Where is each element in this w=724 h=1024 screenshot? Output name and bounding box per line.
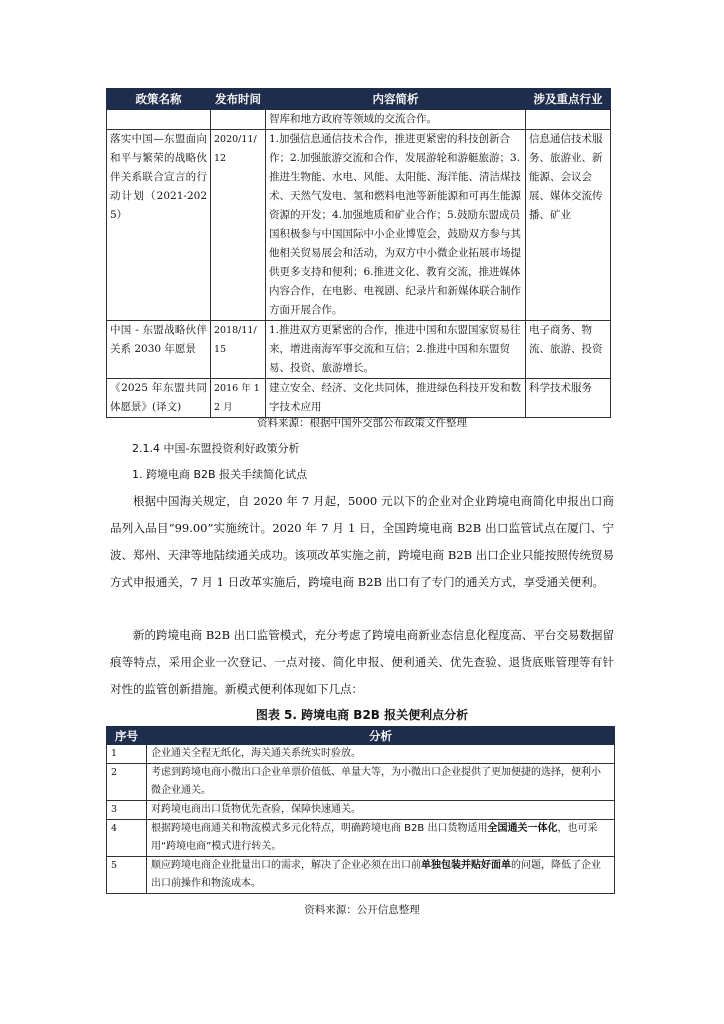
analysis-cell [147,801,615,820]
policy-content-cell: 建立安全、经济、文化共同体，推进绿色科技开发和数字技术应用 [266,379,526,418]
b2b-convenience-table [106,726,615,894]
policy-industry-cell: 电子商务、物流、旅游、投资 [526,321,611,379]
table-row [107,379,611,418]
policy-content-cell: 智库和地方政府等领域的交流合作。 [266,110,526,130]
paragraph-1: 根据中国海关规定，自 2020 年 7 月起，5000 元以下的企业对企业跨境电商简化申报出口商品列入品目“99.00”实施统计。2020 年 7 月 1 日，全国跨境电商 B2B 出口监管试点在厦门、宁波、郑州、天津等地陆续通关成功。该项改革实施之前，跨境电商 B2B 出口企业只能按照传统贸易方式申报通关，7 月 1 日改革实施后，跨境电商 B2B 出口有了专门的通关方式，享受通关便利。 [110,494,614,589]
table-row [107,321,611,379]
header-industry: 涉及重点行业 [526,89,611,110]
header-analysis: 分析 [147,727,615,745]
analysis-text-tail: ，也可采用“跨境电商”模式进行转关。 [151,823,598,852]
policy-date-cell [211,110,266,130]
analysis-text: 考虑到跨境电商小微出口企业单票价值低、单量大等，为小微出口企业提供了更加便捷的选择，便利小微企业通关。 [151,767,601,796]
table-row [107,745,615,764]
analysis-text: 对跨境电商出口货物优先查验，保障快速通关。 [151,804,361,815]
section-heading: 2.1.4 中国-东盟投资利好政策分析 [132,442,300,455]
row-index: 2 [107,764,147,801]
table1-source: 资料来源：根据中国外交部公布政策文件整理 [257,417,467,429]
header-content: 内容简析 [266,89,526,110]
analysis-text: 企业通关全程无纸化，海关通关系统实时验放。 [151,748,361,759]
table-row [107,820,615,857]
header-index: 序号 [107,727,147,745]
table-row [107,130,611,321]
header-publish-date: 发布时间 [211,89,266,110]
policy-date-cell: 2020/11/12 [211,130,266,321]
policy-content-cell: 1.加强信息通信技术合作，推进更紧密的科技创新合作；2.加强旅游交流和合作，发展游轮和游艇旅游；3.推进生物能、水电、风能、太阳能、海洋能、清洁煤技术、天然气发电、氢和燃料电池等新能源和可再生能源资源的开发；4.加强地质和矿业合作；5.鼓励东盟成员国积极参与中国国际中小企业博览会，鼓励双方参与其他相关贸易展会和活动，为双方中小微企业拓展市场提供更多支持和便利；6.推进文化、教育交流，推进媒体内容合作，在电影、电视剧、纪录片和新媒体联合制作方面开展合作。 [266,130,526,321]
row-index: 5 [107,857,147,894]
table-row [107,110,611,130]
row-index: 1 [107,745,147,764]
analysis-text-tail: 的问题，降低了企业出口前操作和物流成本。 [151,860,601,889]
policy-content-cell: 1.推进双方更紧密的合作，推进中国和东盟国家贸易往来，增进南海军事交流和互信；2.推进中国和东盟贸易、投资、旅游增长。 [266,321,526,379]
policy-name-cell: 落实中国—东盟面向和平与繁荣的战略伙伴关系联合宣言的行动计划（2021-2025） [107,130,211,321]
table2-source: 资料来源：公开信息整理 [304,904,420,916]
table-row [107,857,615,894]
analysis-cell [147,820,615,857]
analysis-cell [147,745,615,764]
policy-industry-cell: 科学技术服务 [526,379,611,418]
analysis-bold-text: 全国通关一体化 [487,823,558,834]
table-row [107,764,615,801]
row-index: 4 [107,820,147,857]
row-index: 3 [107,801,147,820]
header-policy-name: 政策名称 [107,89,211,110]
policy-industry-cell: 信息通信技术服务、旅游业、新能源、会议会展、媒体交流传播、矿业 [526,130,611,321]
section-subheading: 1. 跨境电商 B2B 报关手续简化试点 [132,468,308,481]
policy-name-cell [107,110,211,130]
analysis-text: 根据跨境电商通关和物流模式多元化特点，明确跨境电商 B2B 出口货物适用 [151,823,488,834]
analysis-cell [147,764,615,801]
policy-name-cell: 中国 - 东盟战略伙伴关系 2030 年愿景 [107,321,211,379]
b2b-table-header [107,727,615,745]
policy-date-cell: 2016 年 12 月 [211,379,266,418]
analysis-cell [147,857,615,894]
table-row [107,801,615,820]
policy-table-header [107,89,611,110]
paragraph-2: 新的跨境电商 B2B 出口监管模式，充分考虑了跨境电商新业态信息化程度高、平台交易数据留痕等特点，采用企业一次登记、一点对接、简化申报、便利通关、优先查验、退货底账管理等有针对性的监管创新措施。新模式便利体现如下几点： [110,628,614,696]
table2-title: 图表 5. 跨境电商 B2B 报关便利点分析 [255,708,469,722]
policy-name-cell: 《2025 年东盟共同体愿景》(译文) [107,379,211,418]
policy-industry-cell [526,110,611,130]
policy-table [106,88,611,418]
analysis-bold-text: 单独包装并贴好面单 [421,860,511,871]
policy-date-cell: 2018/11/15 [211,321,266,379]
analysis-text: 顺应跨境电商企业批量出口的需求，解决了企业必须在出口前 [151,860,421,871]
